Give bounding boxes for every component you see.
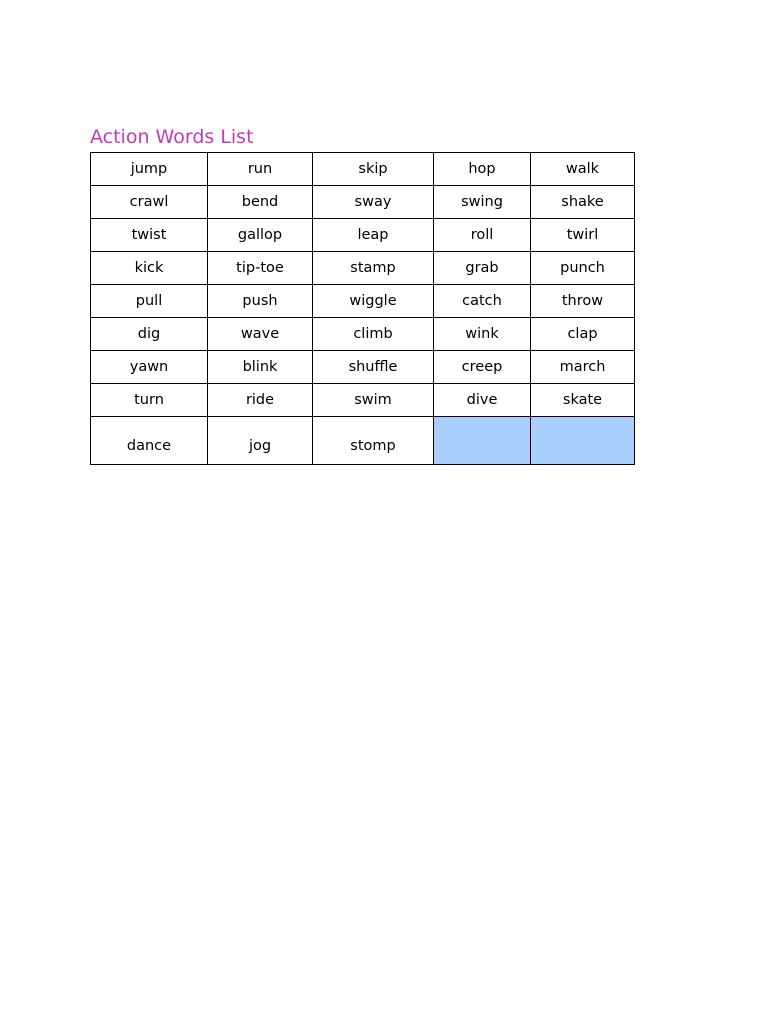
highlighted-empty-cell[interactable] <box>531 417 635 465</box>
table-cell: clap <box>531 318 635 351</box>
table-cell: run <box>208 153 313 186</box>
table-cell: stomp <box>313 417 434 465</box>
table-row <box>91 351 635 384</box>
table-row <box>91 219 635 252</box>
table-row <box>91 417 635 465</box>
table-cell: bend <box>208 186 313 219</box>
table-cell: leap <box>313 219 434 252</box>
table-cell: gallop <box>208 219 313 252</box>
table-cell: swim <box>313 384 434 417</box>
table-cell: dance <box>91 417 208 465</box>
table-cell: wave <box>208 318 313 351</box>
table-cell: jog <box>208 417 313 465</box>
table-cell: kick <box>91 252 208 285</box>
table-row <box>91 153 635 186</box>
table-cell: hop <box>434 153 531 186</box>
table-cell: yawn <box>91 351 208 384</box>
highlighted-empty-cell[interactable] <box>434 417 531 465</box>
table-cell: crawl <box>91 186 208 219</box>
table-cell: ride <box>208 384 313 417</box>
table-cell: sway <box>313 186 434 219</box>
table-cell: dive <box>434 384 531 417</box>
table-row <box>91 186 635 219</box>
table-cell: twirl <box>531 219 635 252</box>
table-cell: shuffle <box>313 351 434 384</box>
table-cell: skate <box>531 384 635 417</box>
table-cell: grab <box>434 252 531 285</box>
table-cell: dig <box>91 318 208 351</box>
table-cell: wiggle <box>313 285 434 318</box>
table-cell: wink <box>434 318 531 351</box>
table-cell: punch <box>531 252 635 285</box>
table-cell: roll <box>434 219 531 252</box>
table-cell: blink <box>208 351 313 384</box>
table-cell: swing <box>434 186 531 219</box>
table-cell: catch <box>434 285 531 318</box>
table-cell: twist <box>91 219 208 252</box>
table-cell: march <box>531 351 635 384</box>
table-row <box>91 318 635 351</box>
table-cell: climb <box>313 318 434 351</box>
table-cell: skip <box>313 153 434 186</box>
table-row <box>91 252 635 285</box>
table-cell: stamp <box>313 252 434 285</box>
table-cell: walk <box>531 153 635 186</box>
table-cell: shake <box>531 186 635 219</box>
table-cell: jump <box>91 153 208 186</box>
table-cell: push <box>208 285 313 318</box>
table-cell: creep <box>434 351 531 384</box>
page-title: Action Words List <box>90 126 254 148</box>
table-row <box>91 384 635 417</box>
action-words-table <box>90 152 635 465</box>
table-row <box>91 285 635 318</box>
table-cell: throw <box>531 285 635 318</box>
table-cell: pull <box>91 285 208 318</box>
table-cell: turn <box>91 384 208 417</box>
table-cell: tip-toe <box>208 252 313 285</box>
